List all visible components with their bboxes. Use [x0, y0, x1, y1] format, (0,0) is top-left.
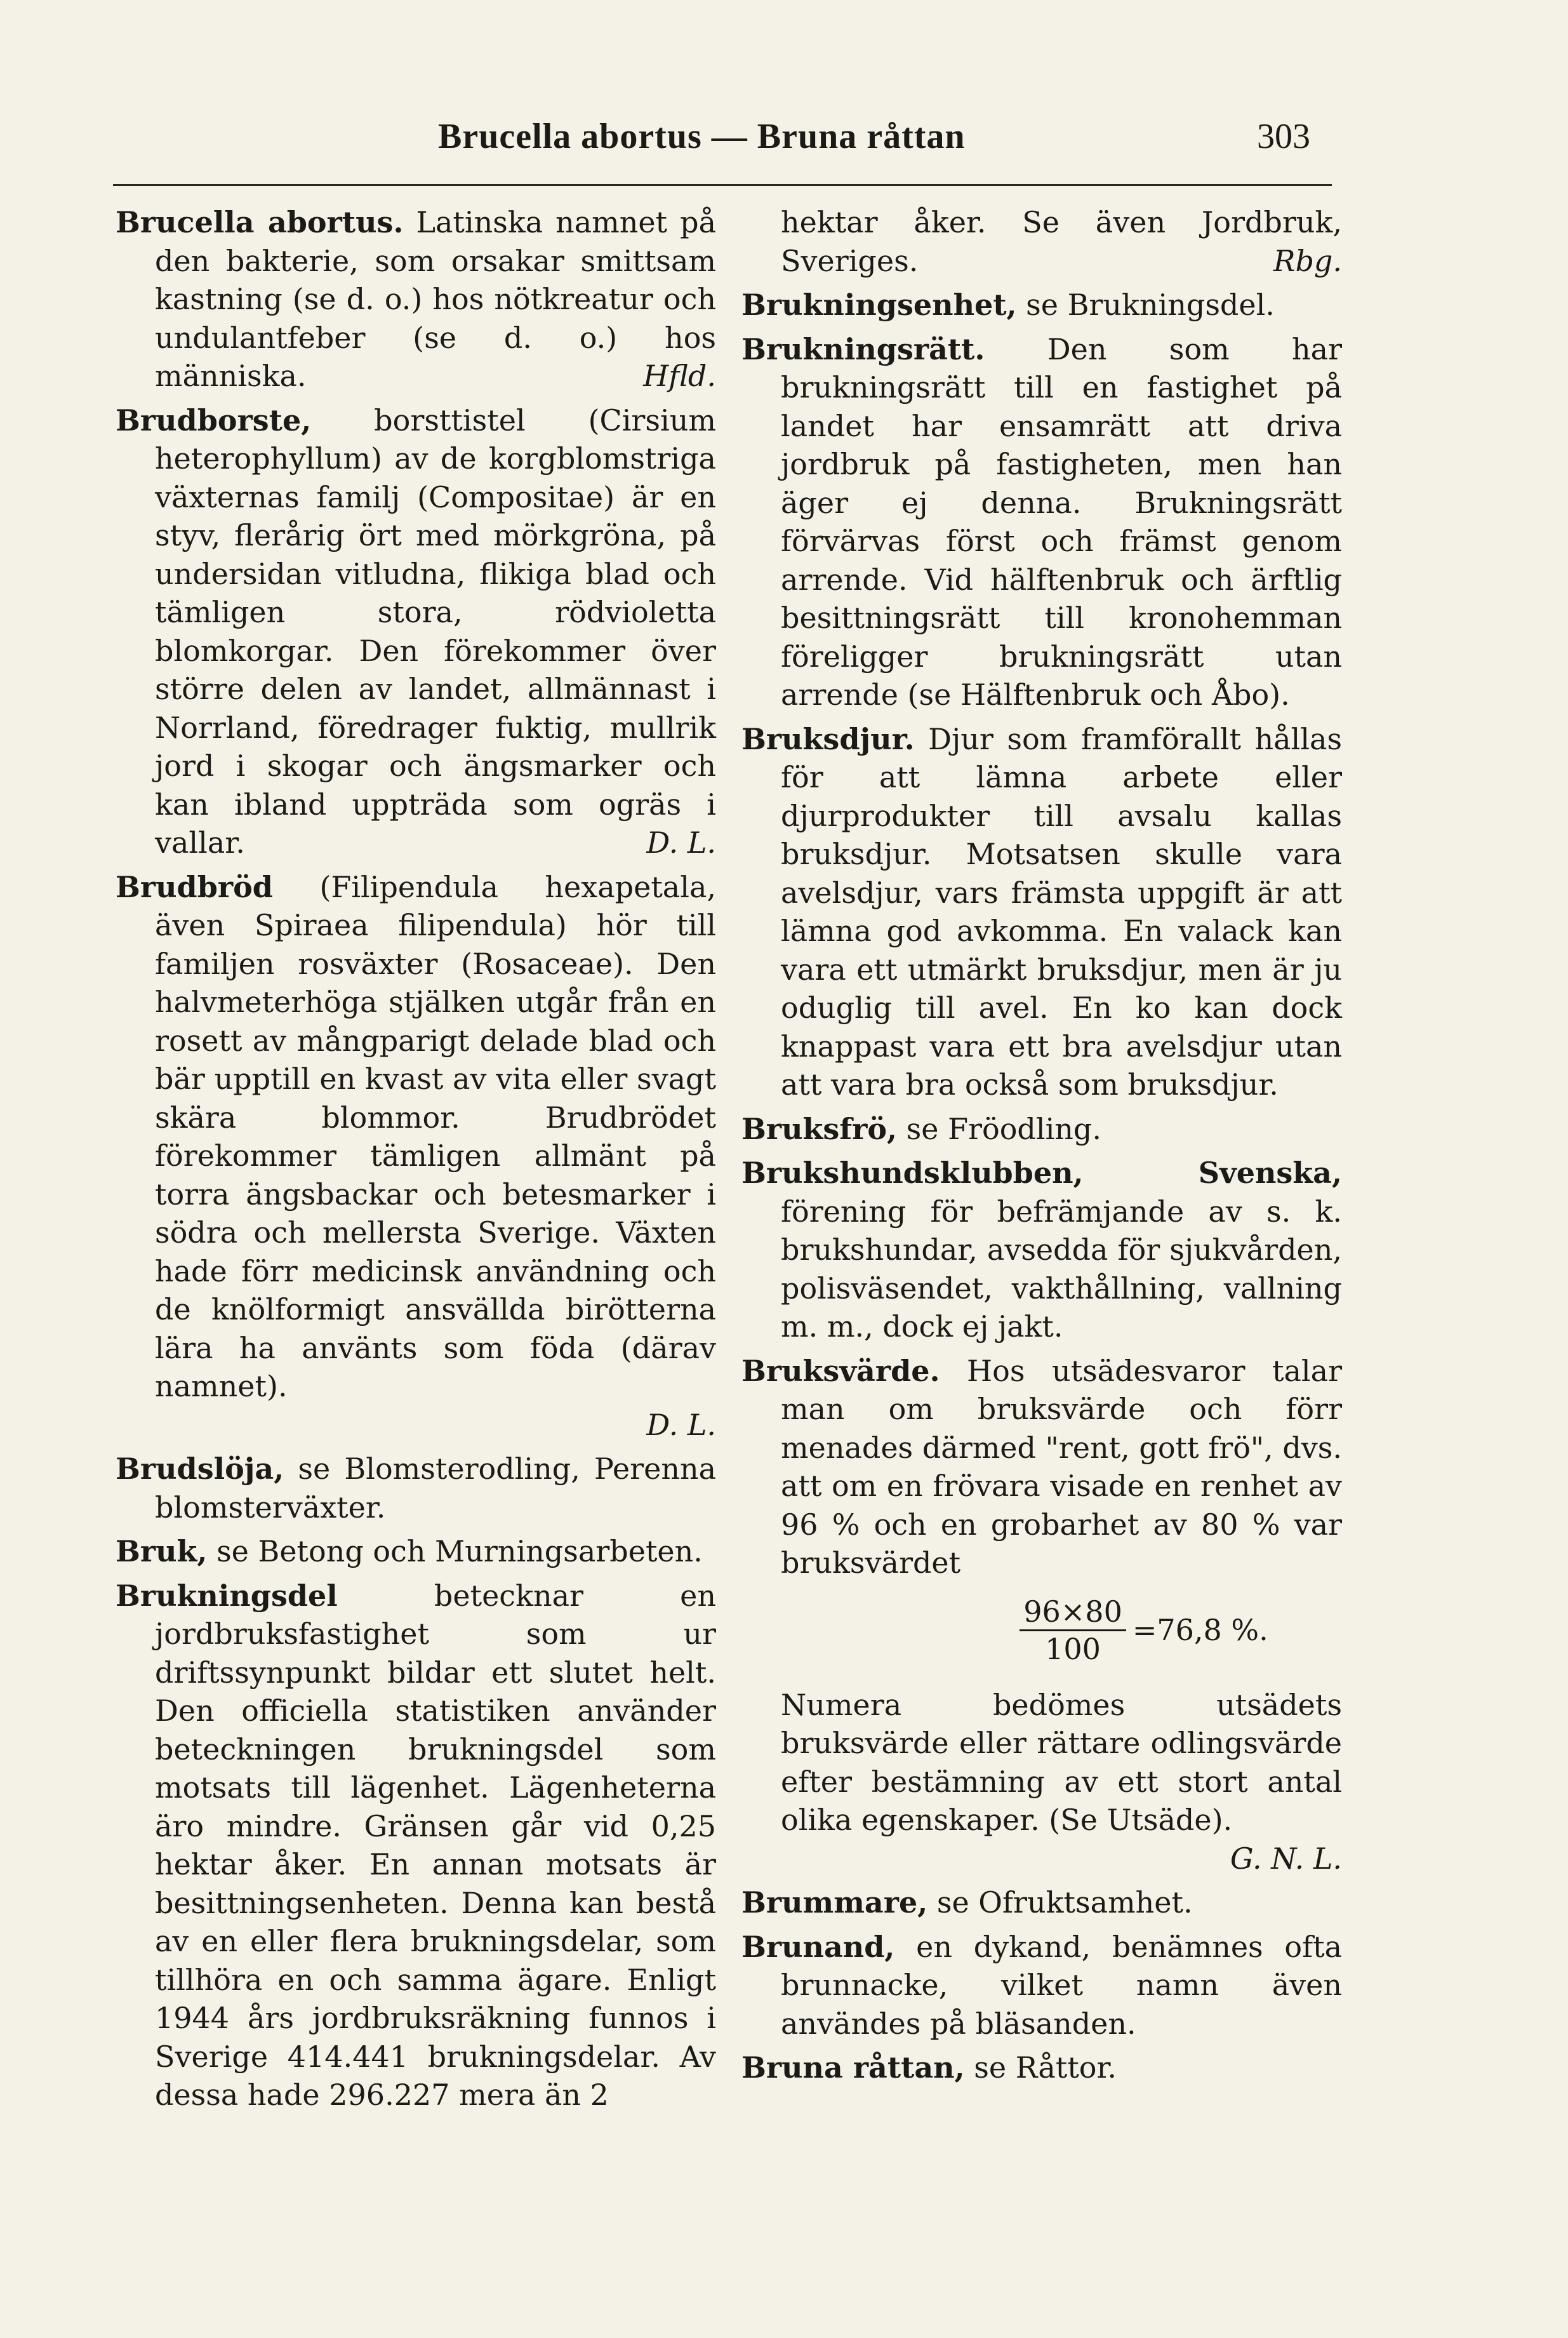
entry-headword: Bruna råttan,: [741, 2050, 965, 2085]
entry-headword: Bruksdjur.: [741, 721, 915, 756]
entry-brudsloja: [116, 1450, 716, 1526]
author-signature: Rbg.: [1273, 243, 1342, 278]
entry-brummare: [741, 1883, 1342, 1922]
entry-bruna-rattan: [741, 2048, 1342, 2087]
entry-text: se Ofruktsamhet.: [927, 1885, 1193, 1920]
entry-bruksdjur: [741, 720, 1342, 1104]
entry-headword: Brukningsdel: [116, 1578, 338, 1613]
entry-bruksfro: [741, 1110, 1342, 1149]
entry-text: se Brukningsdel.: [1016, 288, 1275, 322]
entry-brudbrod: [116, 868, 716, 1445]
entry-text: se Blomsterodling, Perenna blomsterväxter.: [155, 1452, 716, 1525]
entry-brukshundsklubben: [741, 1154, 1342, 1346]
running-head: Brucella abortus — Bruna råttan: [438, 117, 966, 156]
entry-text: borsttistel (Cirsium heterophyllum) av de korgblomstriga växternas familj (Compositae) är en styv, flerårig ört med mörkgröna, på undersidan vitludna, flikiga blad och tämligen stora, rödvioletta blomkorgar. Den förekommer över större delen av landet, allmännast i Norrland, föredrager fuktig, mullrik jord i skogar och ängsmarker och kan ibland uppträda som ogräs i vallar.: [155, 403, 716, 860]
left-column: [116, 203, 716, 2120]
entry-headword: Brukshundsklubben, Svenska,: [741, 1156, 1342, 1190]
entry-headword: Bruk,: [116, 1534, 208, 1568]
formula-numerator: 96×80: [1020, 1594, 1126, 1631]
formula-fraction: [1020, 1594, 1126, 1667]
entry-brukningsratt: [741, 330, 1342, 714]
entry-text: Djur som framförallt hållas för att lämna arbete eller djurprodukter till avsalu kallas bruksdjur. Motsatsen skulle vara avelsdjur, vars främsta uppgift är att lämna god avkomma. En valack kan vara ett utmärkt bruksdjur, men är ju oduglig till avel. En ko kan dock knappast vara ett bra avelsdjur utan att vara bra också som bruksdjur.: [781, 721, 1342, 1102]
entry-brudborste: [116, 401, 716, 862]
entry-text: Den som har brukningsrätt till en fastighet på landet har ensamrätt att driva jordbruk på fastigheten, men han äger ej denna. Brukningsrätt förvärvas först och främst genom arrende. Vid hälftenbruk och ärftlig besittningsrätt till kronohemman föreligger brukningsrätt utan arrende (se Hälftenbruk och Åbo).: [781, 331, 1342, 712]
entry-headword: Bruksfrö,: [741, 1111, 898, 1146]
entry-headword: Bruksvärde.: [741, 1353, 940, 1388]
entry-headword: Brukningsenhet,: [741, 288, 1017, 322]
author-signature: Hfld.: [643, 359, 716, 393]
entry-text: se Betong och Murningsarbeten.: [207, 1534, 703, 1568]
entry-brukningsenhet: [741, 286, 1342, 324]
entry-headword: Brudslöja,: [116, 1452, 284, 1486]
entry-headword: Brukningsrätt.: [741, 331, 985, 366]
entry-headword: Brudborste,: [116, 403, 312, 438]
bruksvarde-formula: [781, 1594, 1342, 1667]
entry-text-continued: Numera bedömes utsädets bruksvärde eller rättare odlingsvärde efter bestämning av ett stort antal olika egenskaper. (Se Utsäde).: [781, 1687, 1342, 1837]
entry-headword: Brummare,: [741, 1885, 928, 1920]
entry-text: hektar åker. Se även Jordbruk, Sveriges.: [781, 205, 1342, 278]
header-rule: [113, 184, 1332, 186]
author-signature: G. N. L.: [1230, 1841, 1342, 1876]
entry-headword: Brucella abortus.: [116, 205, 404, 239]
entry-brukningsdel: [116, 1577, 716, 2114]
page-number: 303: [1257, 117, 1310, 156]
entry-brunand: [741, 1928, 1342, 2043]
author-signature: D. L.: [646, 1407, 716, 1442]
author-signature: D. L.: [646, 825, 716, 860]
entry-text: se Råttor.: [964, 2050, 1117, 2085]
entry-headword: Brudbröd: [116, 869, 273, 904]
entry-text: se Fröodling.: [897, 1111, 1101, 1146]
entry-text: en dykand, benämnes ofta brunnacke, vilket namn även användes på bläsanden.: [781, 1929, 1342, 2041]
entry-text: betecknar en jordbruksfastighet som ur driftssynpunkt bildar ett slutet helt. Den officiella statistiken använder beteckningen brukningsdel som motsats till lägenhet. Lägenheterna äro mindre. Gränsen går vid 0,25 hektar åker. En annan motsats är besittningsenheten. Denna kan bestå av en eller flera brukningsdelar, som tillhöra en och samma ägare. Enligt 1944 års jordbruksräkning funnos i Sverige 414.441 brukningsdelar. Av dessa hade 296.227 mera än 2: [155, 1578, 716, 2112]
entry-text: Hos utsädesvaror talar man om bruksvärde och förr menades därmed "rent, gott frö", dvs. att om en frövara visade en renhet av 96 % och en grobarhet av 80 % var bruksvärdet: [781, 1353, 1342, 1580]
right-column: [741, 203, 1342, 2093]
entry-text: förening för befrämjande av s. k. brukshundar, avsedda för sjukvården, polisväsendet, vakthållning, vallning m. m., dock ej jakt.: [781, 1194, 1342, 1344]
entry-bruksvarde: [741, 1352, 1342, 1878]
formula-result: =76,8 %.: [1132, 1612, 1268, 1647]
entry-bruk: [116, 1532, 716, 1571]
entry-text: Latinska namnet på den bakterie, som orsakar smittsam kastning (se d. o.) hos nötkreatur och undulantfeber (se d. o.) hos människa.: [155, 205, 716, 393]
formula-denominator: 100: [1045, 1631, 1101, 1666]
entry-text: (Filipendula hexapetala, även Spiraea filipendula) hör till familjen rosväxter (Rosaceae). Den halvmeterhöga stjälken utgår från en rosett av mångparigt delade blad och bär upptill en kvast av vita eller svagt skära blommor. Brudbrödet förekommer tämligen allmänt på torra ängsbackar och betesmarker i södra och mellersta Sverige. Växten hade förr medicinsk användning och de knölformigt ansvällda birötterna lära ha använts som föda (därav namnet).: [155, 869, 716, 1403]
entry-headword: Brunand,: [741, 1929, 895, 1964]
entry-continuation: [741, 203, 1342, 280]
entry-brucella-abortus: [116, 203, 716, 396]
